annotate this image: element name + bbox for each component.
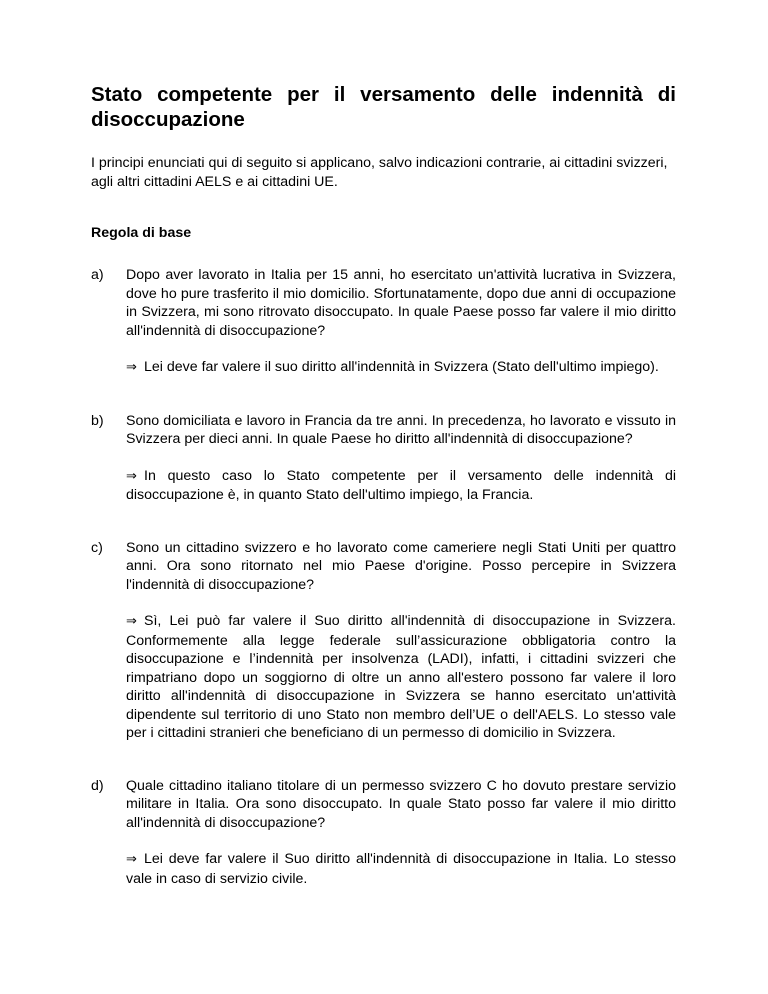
question-text: Quale cittadino italiano titolare di un permesso svizzero C ho dovuto prestare servizio militare in Italia. Ora sono disoccupato. In quale Stato posso far valere il mio diritto all'indennità di disoccupazione? [126, 777, 676, 831]
answer-text: Lei deve far valere il suo diritto all'indennità in Svizzera (Stato dell'ultimo impiego). [144, 359, 659, 375]
qa-item-b [91, 412, 676, 505]
right-double-arrow-icon: ⇒ [126, 360, 137, 375]
intro-paragraph: I principi enunciati qui di seguito si applicano, salvo indicazioni contrarie, ai cittadini svizzeri, agli altri cittadini AELS e ai cittadini UE. [91, 155, 668, 190]
answer-paragraph [126, 467, 676, 505]
question-text: Sono domiciliata e lavoro in Francia da tre anni. In precedenza, ho lavorato e vissuto in Svizzera per dieci anni. In quale Paese ho diritto all'indennità di disoccupazione? [126, 412, 676, 447]
item-letter: d) [91, 777, 104, 794]
qa-body [126, 412, 676, 505]
answer-paragraph [126, 850, 676, 888]
answer-text: Lei deve far valere il Suo diritto all'indennità di disoccupazione in Italia. Lo stesso vale in caso di servizio civile. [126, 851, 676, 887]
qa-body [126, 539, 676, 743]
answer-text: Sì, Lei può far valere il Suo diritto all'indennità di disoccupazione in Svizzera. Conformemente alla legge federale sull’assicurazione obbligatoria contro la disoccupazione e l’indennità per insolvenza (LADI), infatti, i cittadini svizzeri che rimpatriano dopo un soggiorno di oltre un anno all'estero possono far valere il loro diritto all'indennità di disoccupazione in Svizzera se hanno esercitato un'attività dipendente sul territorio di uno Stato non membro dell’UE o dell'AELS. Lo stesso vale per i cittadini stranieri che beneficiano di un permesso di domicilio in Svizzera. [126, 613, 676, 741]
document-title: Stato competente per il versamento delle indennità di disoccupazione [91, 83, 676, 131]
answer-paragraph [126, 358, 676, 378]
qa-item-d [91, 777, 676, 889]
right-double-arrow-icon: ⇒ [126, 468, 137, 484]
item-letter: c) [91, 539, 103, 556]
answer-text: In questo caso lo Stato competente per il versamento delle indennità di disoccupazione è, in quanto Stato dell'ultimo impiego, la Francia. [126, 467, 676, 503]
section-heading: Regola di base [91, 225, 192, 241]
qa-item-a [91, 266, 676, 378]
answer-paragraph [126, 612, 676, 743]
qa-body [126, 266, 676, 378]
question-text: Sono un cittadino svizzero e ho lavorato come cameriere negli Stati Uniti per quattro anni. Ora sono ritornato nel mio Paese d'origine. Posso percepire in Svizzera l'indennità di disoccupazione? [126, 539, 676, 593]
qa-body [126, 777, 676, 889]
qa-item-c [91, 539, 676, 743]
item-letter: a) [91, 267, 104, 283]
right-double-arrow-icon: ⇒ [126, 614, 137, 629]
right-double-arrow-icon: ⇒ [126, 852, 137, 867]
question-text: Dopo aver lavorato in Italia per 15 anni, ho esercitato un'attività lucrativa in Svizzera, dove ho pure trasferito il mio domicilio. Sfortunatamente, dopo due anni di occupazione in Svizzera, mi sono ritrovato disoccupato. In quale Paese posso far valere il mio diritto all'indennità di disoccupazione? [126, 267, 676, 339]
item-letter: b) [91, 412, 104, 429]
